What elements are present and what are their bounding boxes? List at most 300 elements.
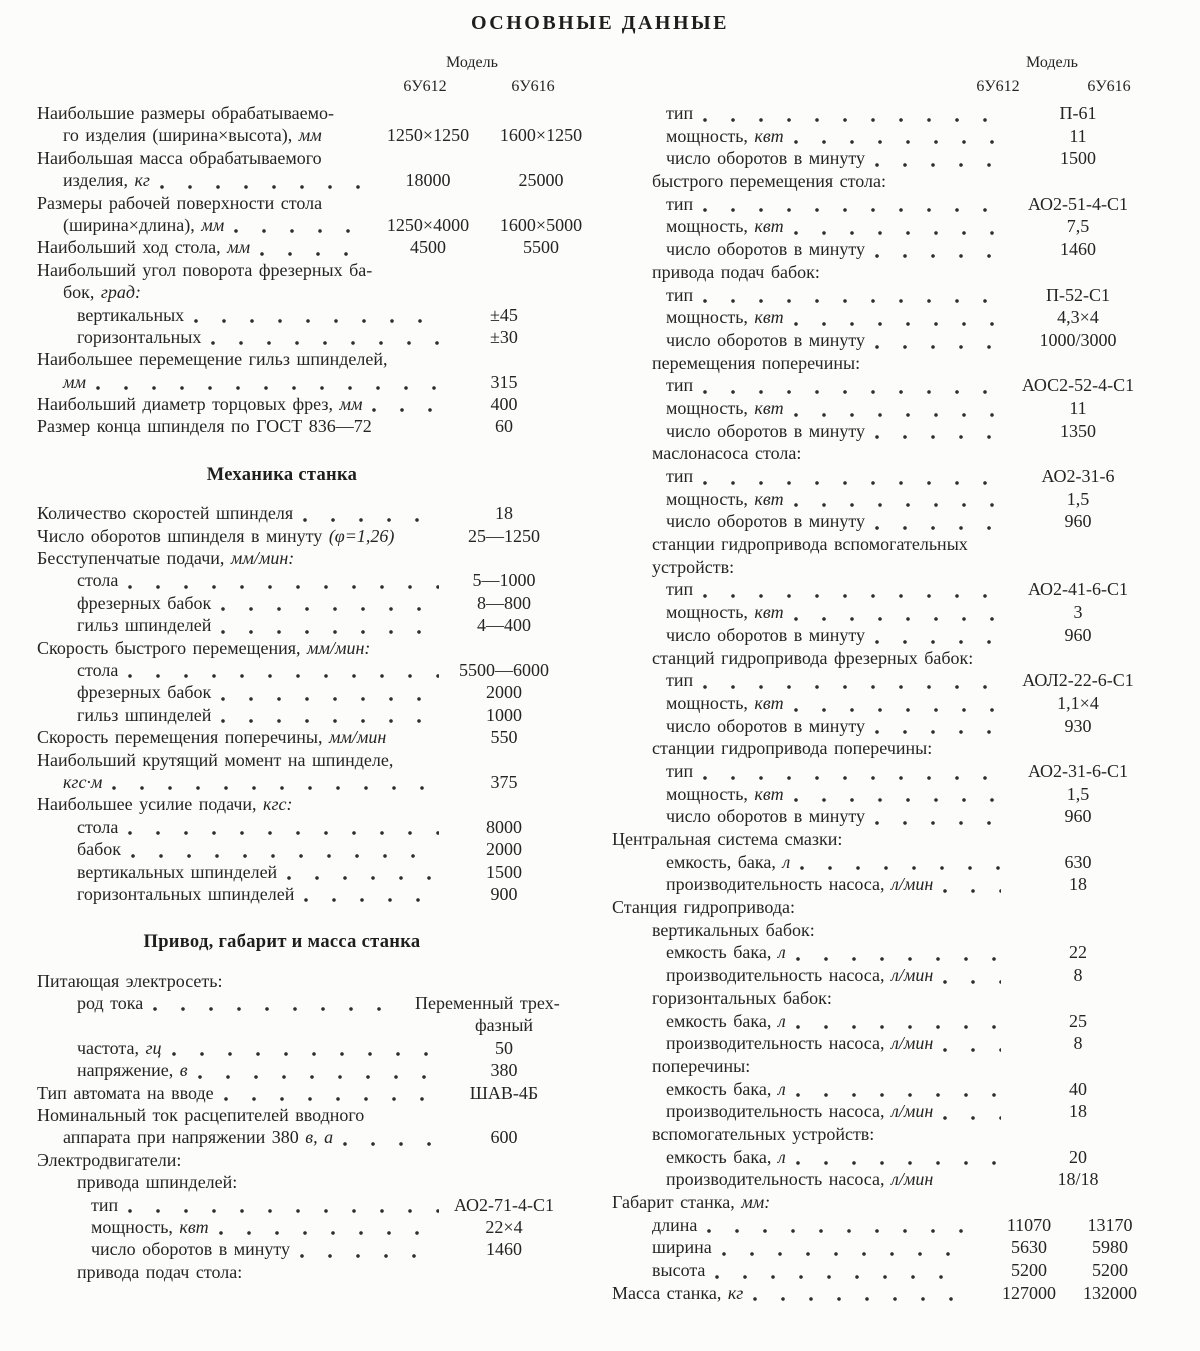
spec-row — [612, 988, 1162, 1011]
dot-leader — [221, 600, 439, 612]
section-heading: Механика станка — [206, 464, 358, 485]
spec-row — [612, 398, 1162, 421]
spec-label: Размеры рабочей поверхности стола — [37, 192, 323, 213]
spec-row — [612, 1215, 1162, 1238]
dot-leader — [304, 891, 439, 903]
spec-label: Бесступенчатые подачи, мм/мин: — [37, 548, 295, 569]
spec-row — [612, 920, 1162, 943]
spec-value: 550 — [490, 727, 518, 748]
spec-value: 8—800 — [477, 592, 531, 613]
spec-unit: л — [777, 1078, 786, 1099]
spec-row — [612, 602, 1162, 625]
spec-value: 1,5 — [1066, 783, 1090, 804]
spec-value: 5200 — [1011, 1260, 1047, 1281]
spec-label: Количество скоростей шпинделя — [37, 503, 294, 524]
dot-leader — [875, 338, 1001, 350]
dot-leader — [343, 1135, 439, 1147]
spec-row — [37, 548, 595, 570]
spec-value: 1250×4000 — [386, 214, 470, 235]
spec-row — [612, 693, 1162, 716]
spec-row — [612, 1147, 1162, 1170]
spec-row — [612, 625, 1162, 648]
spec-unit: квт — [754, 125, 784, 146]
spec-value: 600 — [490, 1127, 518, 1148]
spec-row — [37, 1217, 595, 1239]
spec-row — [37, 570, 595, 592]
spec-row — [37, 971, 595, 993]
spec-label: перемещения поперечины: — [652, 352, 861, 373]
spec-value: 11 — [1069, 397, 1087, 418]
model-name-6u612: 6У612 — [403, 78, 447, 95]
model-name-6u616: 6У616 — [511, 78, 555, 95]
spec-label — [63, 772, 102, 792]
spec-value: 960 — [1064, 806, 1092, 827]
spec-label: привода подач бабок: — [652, 261, 820, 282]
spec-value: АО2-31-6 — [1041, 466, 1115, 486]
right-column-rows — [612, 103, 1162, 1305]
dot-leader — [715, 1268, 964, 1280]
spec-row — [612, 171, 1162, 194]
spec-label: аппарата при напряжении 380 в, а — [63, 1127, 334, 1148]
spec-label: вертикальных бабок: — [652, 919, 815, 940]
spec-value: Переменный трех- — [415, 993, 560, 1014]
spec-row — [612, 716, 1162, 739]
spec-label: станции гидропривода вспомогательных — [652, 534, 968, 555]
spec-value: 5500 — [523, 237, 559, 258]
spec-row — [612, 761, 1162, 784]
spec-value: 60 — [495, 416, 513, 437]
spec-row — [37, 794, 595, 816]
spec-row — [612, 806, 1162, 829]
spec-label: привода шпинделей: — [77, 1172, 238, 1193]
right-column-header — [612, 48, 1162, 103]
spec-label: Скорость перемещения поперечины, мм/мин — [37, 727, 387, 748]
dot-leader — [221, 712, 439, 724]
spec-label: Наибольшее перемещение гильз шпинделей, — [37, 349, 388, 370]
dot-leader — [707, 1222, 964, 1234]
dot-leader — [796, 1018, 1001, 1030]
spec-label: тип — [666, 193, 694, 214]
spec-row — [37, 372, 595, 394]
spec-row — [37, 1239, 595, 1261]
spec-value: 8 — [1073, 965, 1083, 986]
dot-leader — [287, 869, 439, 881]
dot-leader — [875, 814, 1001, 826]
dot-leader — [703, 111, 1001, 123]
dot-leader — [800, 859, 1001, 871]
spec-label: число оборотов в минуту — [91, 1239, 290, 1260]
dot-leader — [875, 156, 1001, 168]
spec-row — [37, 660, 595, 682]
spec-value: 127000 — [1002, 1282, 1056, 1303]
spec-label: тип — [666, 466, 694, 486]
spec-row — [37, 193, 595, 215]
spec-value: ±45 — [490, 304, 518, 325]
spec-value: 1000 — [486, 704, 522, 725]
spec-row — [37, 750, 595, 772]
dot-leader — [703, 201, 1001, 213]
spec-value: 1,1×4 — [1057, 692, 1099, 713]
spec-unit: мм — [339, 394, 363, 415]
spec-label: число оборотов в минуту — [666, 806, 865, 827]
spec-label: мощность, квт — [666, 397, 784, 418]
spec-label: производительность насоса, л/мин — [666, 1169, 934, 1190]
dot-leader — [211, 334, 439, 346]
spec-row — [37, 862, 595, 884]
dot-leader — [943, 1041, 1001, 1053]
spec-row — [612, 874, 1162, 897]
dot-leader — [794, 133, 1001, 145]
spec-value: 900 — [490, 883, 518, 904]
spec-row — [612, 511, 1162, 534]
spec-value: АОС2-52-4-С1 — [1021, 375, 1135, 396]
dot-leader — [194, 312, 439, 324]
spec-value: П-61 — [1059, 103, 1097, 123]
spec-unit: град: — [100, 282, 142, 303]
spec-value: 315 — [490, 371, 518, 392]
spec-row — [37, 1105, 595, 1127]
dot-leader — [796, 1154, 1001, 1166]
spec-label: число оборотов в минуту — [666, 329, 865, 350]
spec-unit: квт — [754, 602, 784, 623]
spec-unit: квт — [754, 307, 784, 328]
spec-row — [37, 526, 595, 548]
spec-label: производительность насоса, л/мин — [666, 1033, 934, 1054]
dot-leader — [703, 678, 1001, 690]
spec-value: 1600×1250 — [499, 125, 583, 146]
spec-label: Номинальный ток расцепителей вводного — [37, 1105, 365, 1126]
spec-unit: кгс: — [263, 794, 293, 815]
spec-unit: гц — [145, 1037, 162, 1058]
spec-unit: в, а — [305, 1127, 334, 1148]
spec-unit: кг — [727, 1282, 744, 1303]
model-name-6u612: 6У612 — [976, 78, 1020, 95]
spec-value: 18 — [1069, 874, 1087, 895]
spec-label: мощность, квт — [91, 1216, 209, 1237]
spec-row — [37, 993, 595, 1015]
dot-leader — [794, 406, 1001, 418]
spec-value: АО2-71-4-С1 — [453, 1194, 555, 1215]
spec-value: ШАВ-4Б — [469, 1082, 539, 1103]
spec-label: маслонасоса стола: — [652, 443, 802, 464]
spec-row — [612, 738, 1162, 761]
spec-label: (ширина×длина), мм — [63, 214, 225, 235]
dot-leader — [300, 1247, 439, 1259]
spec-label: Габарит станка, мм: — [612, 1192, 771, 1212]
spec-label: Питающая электросеть: — [37, 970, 223, 991]
spec-value: 380 — [490, 1060, 518, 1081]
spec-value: 5980 — [1092, 1237, 1128, 1258]
spec-value: 960 — [1064, 624, 1092, 645]
dot-leader — [875, 519, 1001, 531]
spec-row — [37, 615, 595, 637]
spec-label: тип — [666, 284, 694, 305]
spec-row — [612, 1192, 1162, 1215]
spec-label: фрезерных бабок — [77, 682, 212, 703]
spec-row — [612, 1124, 1162, 1147]
spec-unit: л/мин — [890, 874, 934, 895]
spec-value: АОЛ2-22-6-С1 — [1022, 670, 1134, 691]
spec-label: стола — [77, 570, 119, 591]
spec-row — [37, 416, 595, 438]
spec-unit: квт — [754, 216, 784, 237]
spec-value: 4—400 — [477, 615, 531, 636]
spec-row — [612, 1283, 1162, 1306]
spec-row — [612, 965, 1162, 988]
spec-label: устройств: — [652, 556, 735, 577]
spec-value: 4500 — [410, 237, 446, 258]
spec-value: 5500—6000 — [459, 659, 549, 680]
spec-label: производительность насоса, л/мин — [666, 874, 934, 895]
spec-row — [612, 421, 1162, 444]
dot-leader — [221, 690, 439, 702]
spec-value: 25000 — [518, 170, 564, 191]
spec-row — [612, 1011, 1162, 1034]
spec-value: 1,5 — [1066, 488, 1090, 509]
spec-row — [612, 262, 1162, 285]
spec-row — [37, 839, 595, 861]
spec-value: ±30 — [490, 326, 518, 347]
dot-leader — [160, 178, 361, 190]
model-name-6u616: 6У616 — [1087, 78, 1131, 95]
spec-label: фрезерных бабок — [77, 592, 212, 613]
spec-label: длина — [652, 1214, 698, 1235]
spec-value: 1460 — [1060, 239, 1096, 260]
spec-label: Электродвигатели: — [37, 1149, 182, 1170]
spec-label: Наибольшая масса обрабатываемого — [37, 147, 322, 168]
dot-leader — [794, 315, 1001, 327]
spec-unit: л — [777, 942, 786, 963]
dot-leader — [303, 511, 439, 523]
spec-label: Скорость быстрого перемещения, мм/мин: — [37, 637, 371, 658]
dot-leader — [794, 496, 1001, 508]
spec-value: 25—1250 — [468, 525, 540, 546]
spec-label: Наибольший ход стола, мм — [37, 237, 251, 258]
spec-label: горизонтальных шпинделей — [77, 883, 295, 904]
spec-label: число оборотов в минуту — [666, 420, 865, 441]
spec-label: станции гидропривода поперечины: — [652, 738, 933, 759]
dot-leader — [796, 950, 1001, 962]
spec-unit: л/мин — [890, 1033, 934, 1054]
spec-label: Наибольшее усилие подачи, кгс: — [37, 794, 293, 815]
spec-row — [612, 1169, 1162, 1192]
spec-row — [612, 126, 1162, 149]
spec-label: поперечины: — [652, 1055, 751, 1076]
spec-row — [612, 942, 1162, 965]
spec-label: тип — [666, 760, 694, 781]
dot-leader — [234, 222, 361, 234]
dot-leader — [796, 1086, 1001, 1098]
dot-leader — [703, 383, 1001, 395]
spec-value: 18 — [495, 503, 513, 524]
spec-label: число оборотов в минуту — [666, 715, 865, 736]
spec-row — [37, 705, 595, 727]
spec-value: 25 — [1069, 1010, 1087, 1031]
dot-leader — [794, 224, 1001, 236]
spec-value: 5—1000 — [472, 570, 536, 591]
spec-row — [37, 103, 595, 125]
spec-value: 50 — [495, 1037, 513, 1058]
spec-label: Наибольшие размеры обрабатываемо- — [37, 103, 334, 123]
dot-leader — [753, 1290, 964, 1302]
spec-row — [612, 579, 1162, 602]
dot-leader — [794, 791, 1001, 803]
spec-label — [63, 372, 86, 392]
dot-leader — [722, 1245, 964, 1257]
spec-value: 630 — [1064, 851, 1092, 872]
spec-value: 400 — [490, 394, 518, 415]
spec-unit: л — [777, 1146, 786, 1167]
spec-label: гильз шпинделей — [77, 704, 212, 725]
spec-label: производительность насоса, л/мин — [666, 965, 934, 986]
dot-leader — [794, 701, 1001, 713]
model-header-label: Модель — [446, 54, 498, 71]
spec-row — [612, 557, 1162, 580]
dot-leader — [219, 1224, 439, 1236]
spec-unit: мм: — [741, 1192, 771, 1212]
spec-label: емкость бака, л — [666, 1078, 786, 1099]
spec-row — [37, 1038, 595, 1060]
spec-unit: квт — [754, 692, 784, 713]
spec-label: Наибольший крутящий момент на шпинделе, — [37, 749, 394, 770]
spec-row — [612, 1056, 1162, 1079]
spec-label: Наибольший диаметр торцовых фрез, мм — [37, 394, 363, 415]
spec-row — [37, 1083, 595, 1105]
spec-row — [37, 305, 595, 327]
spec-unit: л — [777, 1010, 786, 1031]
spec-label: число оборотов в минуту — [666, 148, 865, 169]
section-heading: Привод, габарит и масса станка — [143, 932, 421, 953]
spec-row — [37, 1262, 595, 1284]
spec-row — [37, 327, 595, 349]
spec-value: 2000 — [486, 839, 522, 860]
spec-value: П-52-С1 — [1046, 284, 1110, 305]
spec-label: стола — [77, 816, 119, 837]
spec-label: емкость, бака, л — [666, 851, 791, 872]
spec-value: 7,5 — [1066, 216, 1090, 237]
spec-value: 20 — [1069, 1146, 1087, 1167]
spec-row — [37, 1015, 595, 1037]
spec-label: быстрого перемещения стола: — [652, 171, 887, 192]
spec-label: тип — [666, 579, 694, 600]
spec-row — [612, 534, 1162, 557]
spec-value: 5630 — [1011, 1237, 1047, 1258]
spec-label: мощность, квт — [666, 692, 784, 713]
dot-leader — [96, 379, 439, 391]
spec-value: АО2-41-6-С1 — [1027, 579, 1129, 600]
spec-value: 132000 — [1083, 1282, 1137, 1303]
spec-row — [612, 285, 1162, 308]
spec-row — [612, 1260, 1162, 1283]
spec-label: число оборотов в минуту — [666, 511, 865, 532]
spec-label: вертикальных — [77, 304, 185, 325]
spec-label: тип — [666, 375, 694, 396]
spec-label: горизонтальных бабок: — [652, 987, 832, 1008]
spec-label: Масса станка, кг — [612, 1282, 744, 1303]
spec-row — [37, 125, 595, 147]
dot-leader — [128, 1202, 439, 1214]
left-column-header — [37, 48, 595, 103]
spec-label: Наибольший угол поворота фрезерных ба- — [37, 259, 373, 280]
spec-label: Размер конца шпинделя по ГОСТ 836—72 — [37, 416, 372, 437]
spec-unit: кг — [134, 170, 150, 191]
spec-row — [612, 1033, 1162, 1056]
spec-row — [37, 817, 595, 839]
dot-leader — [128, 578, 439, 590]
spec-row — [612, 148, 1162, 171]
spec-label: мощность, квт — [666, 488, 784, 509]
spec-row — [612, 897, 1162, 920]
dot-leader — [112, 779, 439, 791]
spec-value: 4,3×4 — [1057, 307, 1099, 328]
spec-label: горизонтальных — [77, 326, 202, 347]
spec-value: 5200 — [1092, 1260, 1128, 1281]
dot-leader — [128, 824, 439, 836]
spec-label: число оборотов в минуту — [666, 239, 865, 260]
spec-row — [612, 307, 1162, 330]
spec-value: 2000 — [486, 682, 522, 703]
spec-unit: мм — [63, 371, 86, 392]
spec-row — [37, 682, 595, 704]
spec-unit: мм/мин: — [230, 548, 295, 569]
spec-value: 1500 — [1060, 148, 1096, 169]
spec-unit: мм/мин — [328, 727, 387, 748]
spec-unit: мм — [201, 214, 225, 235]
spec-row — [612, 852, 1162, 875]
spec-value: АО2-31-6-С1 — [1027, 760, 1129, 781]
spec-unit: л/мин — [890, 1101, 934, 1122]
right-column — [612, 48, 1162, 1305]
spec-label: производительность насоса, л/мин — [666, 1101, 934, 1122]
spec-label: стола — [77, 659, 119, 680]
dot-leader — [703, 292, 1001, 304]
spec-label: напряжение, в — [77, 1060, 188, 1081]
spec-value: 1460 — [486, 1239, 522, 1260]
spec-row — [612, 829, 1162, 852]
spec-value: 22×4 — [485, 1216, 523, 1237]
spec-row — [37, 394, 595, 416]
spec-unit: квт — [754, 397, 784, 418]
spec-row — [37, 237, 595, 259]
spec-label: мощность, квт — [666, 216, 784, 237]
spec-row — [37, 1127, 595, 1149]
spec-value: 22 — [1069, 942, 1087, 963]
page-title: ОСНОВНЫЕ ДАННЫЕ — [470, 12, 730, 34]
dot-leader — [875, 633, 1001, 645]
spec-label: изделия, кг — [63, 170, 150, 191]
spec-unit: мм/мин: — [307, 637, 371, 658]
dot-leader — [943, 1109, 1001, 1121]
spec-value: 18 — [1069, 1101, 1087, 1122]
spec-row — [612, 466, 1162, 489]
spec-row — [612, 1079, 1162, 1102]
spec-row — [612, 239, 1162, 262]
spec-label: мощность, квт — [666, 602, 784, 623]
spec-value: 1350 — [1060, 420, 1096, 441]
spec-row — [37, 593, 595, 615]
spec-label: тип — [91, 1194, 119, 1215]
spec-label: мощность, квт — [666, 783, 784, 804]
spec-row — [37, 148, 595, 170]
model-header-label: Модель — [1026, 54, 1078, 71]
spec-label: емкость бака, л — [666, 1010, 786, 1031]
spec-label: Тип автомата на вводе — [37, 1082, 214, 1103]
spec-unit: л/мин — [890, 965, 934, 986]
spec-row — [37, 727, 595, 749]
spec-label: частота, гц — [77, 1037, 162, 1058]
dot-leader — [153, 1000, 401, 1012]
spec-row — [37, 1195, 595, 1217]
